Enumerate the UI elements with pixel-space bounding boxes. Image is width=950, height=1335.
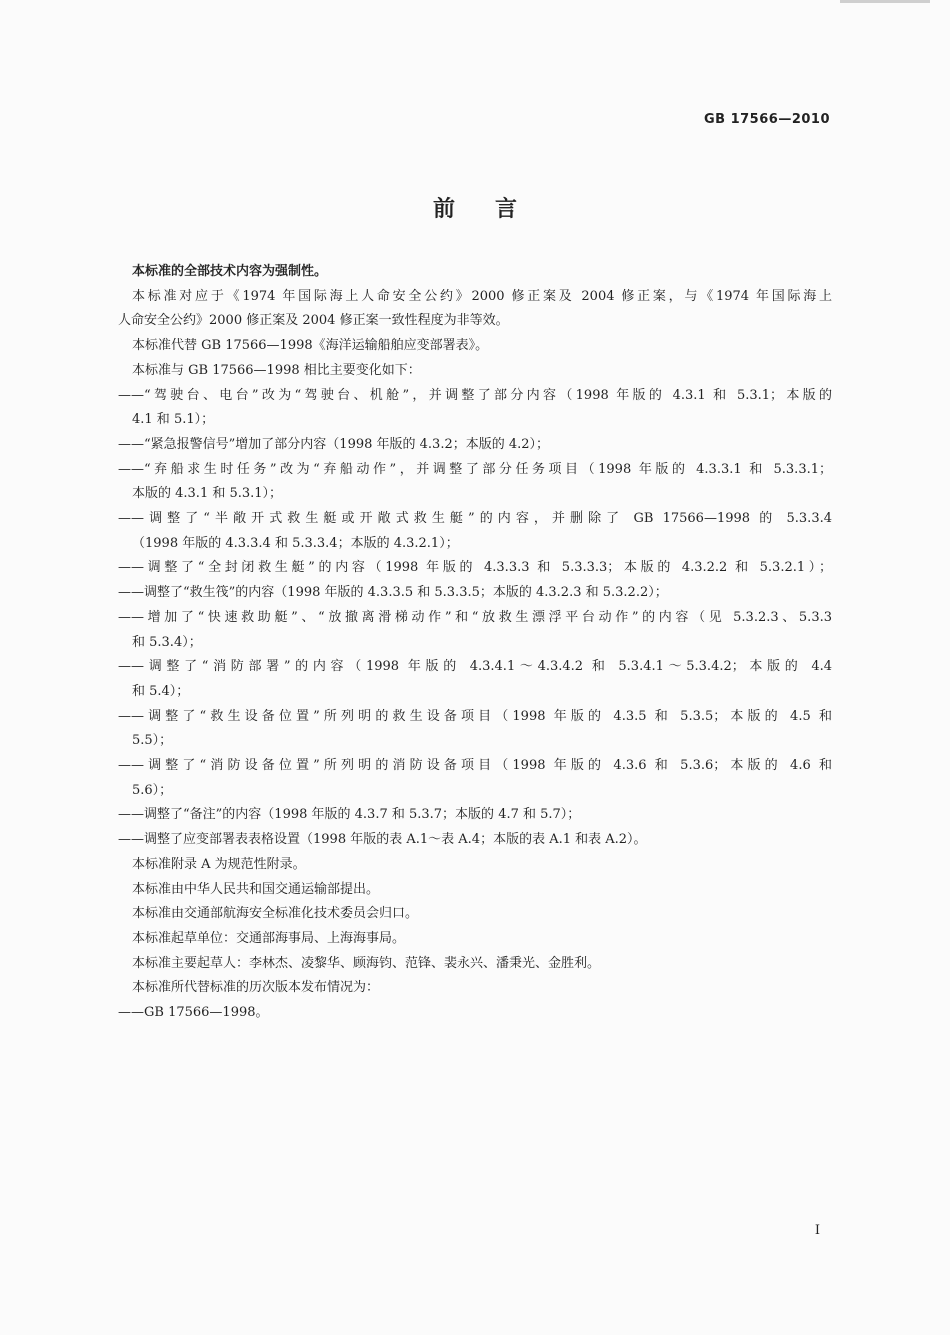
foreword-line: 本标准代替 GB 17566—1998《海洋运输船舶应变部署表》。 [132, 338, 489, 354]
foreword-line: ——“弃船求生时任务”改为“弃船动作”，并调整了部分任务项目（1998 年版的 4.3.3.1 和 5.3.3.1； [118, 461, 832, 477]
foreword-line: （1998 年版的 4.3.3.4 和 5.3.3.4；本版的 4.3.2.1）； [132, 535, 459, 551]
foreword-line: ——调整了“消防部署”的内容（1998 年版的 4.3.4.1～4.3.4.2 和 5.3.4.1～5.3.4.2；本版的 4.4 [118, 659, 832, 675]
foreword-line: ——增加了“快速救助艇”、“放撤离滑梯动作”和“放救生漂浮平台动作”的内容（见 5.3.2.3、5.3.3 [118, 609, 832, 625]
foreword-line: ——GB 17566—1998。 [118, 1005, 269, 1021]
foreword-line: 和 5.3.4）； [132, 634, 202, 650]
foreword-line: ——“紧急报警信号”增加了部分内容（1998 年版的 4.3.2；本版的 4.2）； [118, 436, 550, 452]
page-number: I [814, 1223, 820, 1238]
foreword-line: 本标准所代替标准的历次版本发布情况为： [132, 980, 380, 996]
foreword-line: ——“驾驶台、电台”改为“驾驶台、机舱”，并调整了部分内容（1998 年版的 4.3.1 和 5.3.1；本版的 [118, 387, 832, 403]
foreword-line: 本标准与 GB 17566—1998 相比主要变化如下： [132, 362, 421, 378]
foreword-line: 5.6）； [132, 782, 173, 798]
page-title: 前言 [432, 197, 557, 222]
standard-code: GB 17566—2010 [703, 112, 830, 127]
foreword-line: 本标准主要起草人：李林杰、凌黎华、顾海钧、范锋、裴永兴、潘秉光、金胜利。 [132, 955, 601, 971]
foreword-line: ——调整了“全封闭救生艇”的内容（1998 年版的 4.3.3.3 和 5.3.3.3；本版的 4.3.2.2 和 5.3.2.1）； [118, 560, 832, 576]
foreword-line: 本版的 4.3.1 和 5.3.1）； [132, 486, 283, 502]
foreword-line: 和 5.4）； [132, 683, 190, 699]
foreword-line: ——调整了“半敞开式救生艇或开敞式救生艇”的内容，并删除了 GB 17566—1998 的 5.3.3.4 [118, 511, 832, 527]
foreword-line: 本标准对应于《1974 年国际海上人命安全公约》2000 修正案及 2004 修正案，与《1974 年国际海上 [132, 288, 832, 304]
foreword-line: ——调整了“消防设备位置”所列明的消防设备项目（1998 年版的 4.3.6 和 5.3.6；本版的 4.6 和 [118, 758, 832, 774]
foreword-line: ——调整了“备注”的内容（1998 年版的 4.3.7 和 5.3.7；本版的 4.7 和 5.7）； [118, 807, 581, 823]
foreword-body [118, 260, 832, 1026]
scan-artifact [840, 0, 930, 3]
foreword-line: 本标准的全部技术内容为强制性。 [132, 264, 328, 279]
foreword-line: 本标准由交通部航海安全标准化技术委员会归口。 [132, 906, 419, 922]
foreword-line: ——调整了“救生筏”的内容（1998 年版的 4.3.3.5 和 5.3.3.5；本版的 4.3.2.3 和 5.3.2.2）； [118, 585, 668, 601]
foreword-line: ——调整了应变部署表表格设置（1998 年版的表 A.1～表 A.4；本版的表 A.1 和表 A.2）。 [118, 832, 647, 848]
foreword-line: 5.5）； [132, 733, 173, 749]
foreword-line: 本标准起草单位：交通部海事局、上海海事局。 [132, 930, 406, 946]
foreword-line: 本标准由中华人民共和国交通运输部提出。 [132, 881, 380, 897]
foreword-line: ——调整了“救生设备位置”所列明的救生设备项目（1998 年版的 4.3.5 和 5.3.5；本版的 4.5 和 [118, 708, 832, 724]
foreword-line: 4.1 和 5.1）； [132, 412, 215, 428]
foreword-line: 人命安全公约》2000 修正案及 2004 修正案一致性程度为非等效。 [118, 313, 509, 329]
foreword-line: 本标准附录 A 为规范性附录。 [132, 856, 306, 872]
